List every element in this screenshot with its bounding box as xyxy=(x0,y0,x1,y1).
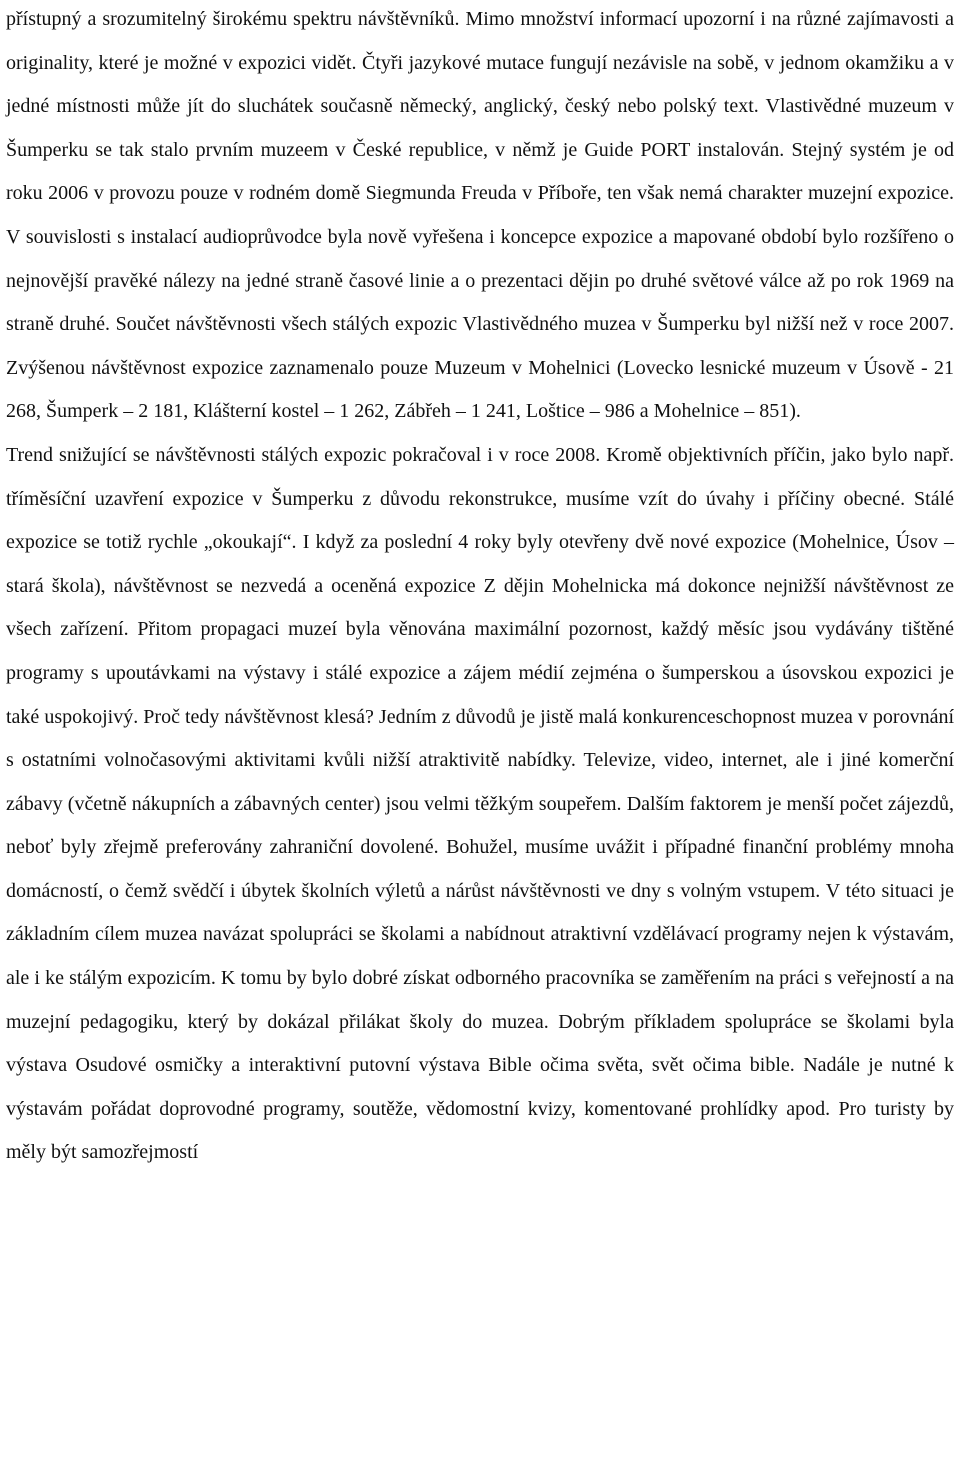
sentence: Kromě objektivních příčin, jako bylo např. tříměsíční uzavření expozice v Šumperku z důvodu rekonstrukce, musíme vzít do úvahy i příčiny obecné. xyxy=(6,443,954,510)
sentence: I když za poslední 4 roky byly otevřeny dvě nové expozice (Mohelnice, Úsov – stará škola), návštěvnost se nezvedá a oceněná expozice Z dějin Mohelnicka má dokonce nejnižší návštěvnost ze všech zařízení. xyxy=(6,531,954,641)
sentence: Čtyři jazykové mutace fungují nezávisle na sobě, v jednom okamžiku a v jedné místnosti může jít do sluchátek současně německý, anglický, český nebo polský text. xyxy=(6,51,955,118)
sentence: Pro turisty by měly být samozřejmostí xyxy=(6,1097,955,1164)
sentence: Mimo množství informací upozorní i na různé zajímavosti a originality, které je možné v expozici vidět. xyxy=(6,8,954,74)
sentence: Vlastivědné muzeum v Šumperku se tak stalo prvním muzeem v České republice, v němž je Guide PORT instalován. xyxy=(6,95,954,161)
sentence: K tomu by bylo dobré získat odborného pracovníka se zaměřením na práci s veřejností a na muzejní pedagogiku, který by dokázal přilákat školy do muzea. xyxy=(6,967,954,1033)
sentence: přístupný a srozumitelný širokému spektru návštěvníků. xyxy=(6,8,460,30)
sentence: Dobrým příkladem spolupráce se školami byla výstava Osudové osmičky a interaktivní putovní výstava Bible očima světa, svět očima bible. xyxy=(6,1010,954,1077)
document-page xyxy=(6,0,954,1175)
sentence: Součet návštěvnosti všech stálých expozic Vlastivědného muzea v Šumperku byl nižší než v roce 2007. xyxy=(115,313,954,336)
sentence: V souvislosti s instalací audioprůvodce byla nově vyřešena i koncepce expozice a mapované období bylo rozšířeno o nejnovější pravěké nálezy na jedné straně časové linie a o prezentaci dějin po druhé světové válce až po rok 1969 na straně druhé. xyxy=(6,225,954,336)
paragraph-2 xyxy=(6,434,954,1175)
sentence: Proč tedy návštěvnost klesá? xyxy=(143,705,374,728)
sentence: Nadále je nutné k výstavám pořádat doprovodné programy, soutěže, vědomostní kvizy, komentované prohlídky apod. xyxy=(6,1054,955,1120)
sentence: Jedním z důvodů je jistě malá konkurenceschopnost muzea v porovnání s ostatními volnočasovými aktivitami kvůli nižší atraktivitě nabídky. xyxy=(6,705,955,772)
sentence: Stejný systém je od roku 2006 v provozu pouze v rodném domě Siegmunda Freuda v Příboře, ten však nemá charakter muzejní expozice. xyxy=(6,138,955,205)
paragraph-1 xyxy=(6,0,954,434)
sentence: Trend snižující se návštěvnosti stálých expozic pokračoval i v roce 2008. xyxy=(6,443,601,466)
sentence: Bohužel, musíme uvážit i případné finanční problémy mnoha domácností, o čemž svědčí i úbytek školních výletů a nárůst návštěvnosti ve dny s volným vstupem. xyxy=(6,836,954,902)
sentence: Stálé expozice se totiž rychle „okoukají“. xyxy=(6,487,955,554)
sentence: Televize, video, internet, ale i jiné komerční zábavy (včetně nákupních a zábavných center) jsou velmi těžkým soupeřem. xyxy=(6,749,955,815)
sentence: Přitom propagaci muzeí byla věnována maximální pozornost, každý měsíc jsou vydávány tištěné programy s upoutávkami na výstavy i stálé expozice a zájem médií zejména o šumperskou a úsovskou expozici je také uspokojivý. xyxy=(6,618,954,728)
sentence: Dalším faktorem je menší počet zájezdů, neboť byly zřejmě preferovány zahraniční dovolené. xyxy=(6,792,954,859)
sentence: Zvýšenou návštěvnost expozice zaznamenalo pouze Muzeum v Mohelnici (Lovecko lesnické muzeum v Úsově - 21 268, Šumperk – 2 181, Klášterní kostel – 1 262, Zábřeh – 1 241, Loštice – 986 a Mohelnice – 851). xyxy=(6,356,954,423)
sentence: V této situaci je základním cílem muzea navázat spolupráci se školami a nabídnout atraktivní vzdělávací programy nejen k výstavám, ale i ke stálým expozicím. xyxy=(6,879,955,990)
